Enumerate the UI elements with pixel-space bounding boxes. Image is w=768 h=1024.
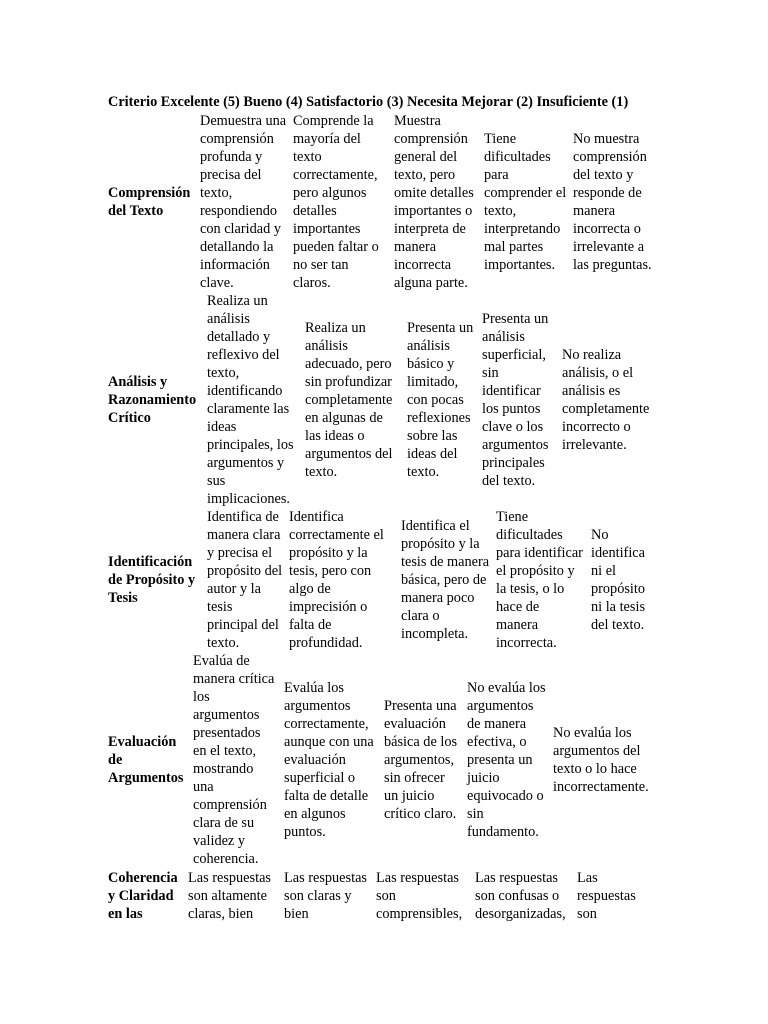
criterion-label [108,508,206,652]
cell-text-line: análisis [482,329,525,345]
cell-necesita-mejorar [475,869,577,929]
cell-text-line: tesis [207,599,233,615]
cell-text-line: desorganizadas, [475,906,566,922]
cell-satisfactorio [401,508,497,652]
cell-text-line: sin profundizar [305,374,392,390]
cell-text-line: del texto. [482,473,536,489]
cell-text-line: una [193,779,214,795]
cell-bueno [305,292,405,508]
cell-text-line: No muestra [573,131,640,147]
cell-text-line: importantes [293,221,361,237]
cell-text-line: mal partes [484,239,544,255]
cell-text-line: No realiza [562,347,622,363]
cell-text-line: y precisa el [207,545,273,561]
cell-text-line: clave. [200,275,234,291]
cell-text-line: irrelevante a [573,239,645,255]
cell-text-line: para [484,167,509,183]
criterion-label [108,292,206,508]
cell-text-line: principal del [207,617,279,633]
cell-bueno [284,869,376,929]
cell-text-line: tesis de manera [401,554,490,570]
cell-text-line: aunque con una [284,734,374,750]
cell-text-line: ni la tesis [591,599,646,615]
cell-text-line: sus [207,473,226,489]
cell-text-line: Identifica [289,509,344,525]
cell-text-line: argumentos [467,698,534,714]
cell-text-line: adecuado, pero [305,356,392,372]
cell-text-line: Evalúa los [284,680,344,696]
cell-text-line: información [200,257,270,273]
cell-text-line: en el texto, [193,743,257,759]
cell-text-line: son [577,906,597,922]
cell-text-line: Presenta una [384,698,457,714]
cell-text-line: Muestra [394,113,441,129]
cell-text-line: el propósito y [496,563,575,579]
cell-text-line: análisis es [562,383,621,399]
cell-text-line: texto, [200,185,233,201]
cell-text-line: respondiendo [200,203,278,219]
cell-insuficiente [591,508,657,652]
cell-text-line: son claras y [284,888,352,904]
cell-text-line: Las respuestas [284,870,367,886]
cell-text-line: profunda y [200,149,263,165]
cell-text-line: incorrecta o [573,221,641,237]
cell-text-line: superficial o [284,770,356,786]
cell-text-line: mostrando [193,761,254,777]
cell-text-line: análisis [305,338,348,354]
cell-text-line: importantes. [484,257,556,273]
criterion-label [108,652,192,868]
cell-text-line: correctamente, [293,167,378,183]
cell-text-line: ideas [207,419,237,435]
cell-text-line: tesis, pero con [289,563,372,579]
cell-text-line: Presenta un [482,311,549,327]
cell-text-line: imprecisión o [289,599,368,615]
cell-text-line: identificar [482,383,541,399]
cell-text-line: argumentos y [207,455,285,471]
cell-text-line: no ser tan [293,257,349,273]
cell-text-line: de manera [467,716,527,732]
cell-text-line: del texto y [573,167,634,183]
cell-text-line: irrelevante. [562,437,627,453]
cell-text-line: argumentos del [305,446,393,462]
cell-text-line: con claridad y [200,221,281,237]
cell-text-line: texto, [484,203,517,219]
cell-text-line: general del [394,149,458,165]
cell-text-line: Tiene [484,131,517,147]
cell-bueno [293,112,391,292]
cell-text-line: Tesis [108,590,138,606]
cell-satisfactorio [376,869,474,929]
cell-text-line: dificultades [484,149,551,165]
cell-necesita-mejorar [467,652,553,868]
cell-text-line: del texto. [591,617,645,633]
cell-necesita-mejorar [484,112,572,292]
cell-text-line: Argumentos [108,770,184,786]
cell-text-line: propósito del [207,563,283,579]
cell-text-line: comprensión [394,131,468,147]
cell-text-line: alguna parte. [394,275,468,291]
cell-text-line: sin [482,365,499,381]
cell-text-line: argumentos [193,707,260,723]
cell-text-line: son [376,888,396,904]
cell-text-line: implicaciones. [207,491,290,507]
cell-text-line: completamente [562,401,650,417]
cell-text-line: Crítico [108,410,151,426]
cell-text-line: texto. [407,464,440,480]
cell-text-line: comprensión [193,797,267,813]
cell-text-line: puntos. [284,824,326,840]
cell-text-line: responde de [573,185,642,201]
table-row [0,508,768,652]
cell-text-line: interpretando [484,221,561,237]
cell-text-line: incorrecto o [562,419,631,435]
cell-text-line: Comprende la [293,113,374,129]
cell-text-line: sin ofrecer [384,770,445,786]
criterion-label [108,869,188,929]
cell-text-line: validez y [193,833,246,849]
cell-text-line: básica de los [384,734,458,750]
cell-text-line: Tiene [496,509,529,525]
cell-text-line: texto, [207,365,240,381]
cell-text-line: manera [496,617,539,633]
cell-text-line: Demuestra una [200,113,287,129]
cell-text-line: manera clara [207,527,281,543]
cell-text-line: equivocado o [467,788,544,804]
cell-text-line: manera [573,203,616,219]
cell-text-line: para identificar [496,545,583,561]
table-row [0,112,768,292]
table-row [0,292,768,508]
cell-text-line: propósito y la [289,545,368,561]
cell-text-line: incorrecta [394,257,452,273]
cell-text-line: clara de su [193,815,255,831]
cell-text-line: del Texto [108,203,164,219]
cell-insuficiente [562,292,662,508]
cell-text-line: ni el [591,563,617,579]
cell-text-line: la tesis, o lo [496,581,565,597]
cell-text-line: análisis, o el [562,365,634,381]
cell-text-line: básico y [407,356,455,372]
cell-insuficiente [553,652,665,868]
cell-text-line: reflexivo del [207,347,280,363]
cell-text-line: son confusas o [475,888,560,904]
cell-text-line: principales, los [207,437,294,453]
cell-text-line: pero algunos [293,185,367,201]
cell-text-line: manera crítica [193,671,275,687]
cell-excelente [188,869,282,929]
table-header: Criterio Excelente (5) Bueno (4) Satisfactorio (3) Necesita Mejorar (2) Insuficiente (1) [108,94,629,110]
cell-text-line: argumentos [284,698,351,714]
cell-text-line: en algunos [284,806,346,822]
cell-text-line: Las respuestas [475,870,558,886]
cell-text-line: detalles [293,203,337,219]
cell-text-line: incorrecta. [496,635,557,651]
cell-text-line: presenta un [467,752,533,768]
cell-text-line: falta de [289,617,332,633]
cell-excelente [207,508,289,652]
cell-text-line: comprensión [200,131,274,147]
cell-text-line: falta de detalle [284,788,369,804]
cell-insuficiente [573,112,668,292]
cell-text-line: comprensibles, [376,906,463,922]
cell-necesita-mejorar [482,292,562,508]
cell-text-line: superficial, [482,347,546,363]
cell-text-line: omite detalles [394,185,474,201]
cell-text-line: reflexiones [407,410,471,426]
table-row [0,652,768,868]
cell-text-line: precisa del [200,167,262,183]
cell-text-line: manera poco [401,590,475,606]
cell-text-line: las ideas o [305,428,365,444]
criterion-label [108,112,198,292]
cell-text-line: básica, pero de [401,572,487,588]
cell-bueno [284,652,382,868]
cell-text-line: en algunas de [305,410,383,426]
cell-text-line: Coherencia [108,870,178,886]
cell-text-line: correctamente, [284,716,369,732]
cell-text-line: efectiva, o [467,734,527,750]
cell-text-line: las preguntas. [573,257,652,273]
cell-text-line: claros. [293,275,331,291]
cell-text-line: los puntos [482,401,541,417]
cell-text-line: mayoría del [293,131,361,147]
cell-text-line: de [108,752,123,768]
cell-text-line: fundamento. [467,824,539,840]
cell-necesita-mejorar [496,508,592,652]
cell-text-line: sobre las [407,428,458,444]
cell-text-line: identificando [207,383,283,399]
cell-text-line: son altamente [188,888,268,904]
cell-text-line: coherencia. [193,851,259,867]
cell-text-line: clave o los [482,419,544,435]
cell-text-line: texto [293,149,322,165]
cell-text-line: Evalúa de [193,653,250,669]
cell-text-line: evaluación [384,716,446,732]
cell-text-line: crítico claro. [384,806,457,822]
cell-satisfactorio [407,292,483,508]
cell-text-line: incorrectamente. [553,779,649,795]
cell-text-line: texto, pero [394,167,456,183]
cell-bueno [289,508,397,652]
cell-excelente [193,652,283,868]
cell-text-line: detallado y [207,329,271,345]
cell-insuficiente [577,869,647,929]
cell-excelente [200,112,292,292]
cell-satisfactorio [384,652,468,868]
cell-text-line: un juicio [384,788,435,804]
cell-text-line: Presenta un [407,320,474,336]
cell-text-line: texto. [305,464,338,480]
cell-text-line: y Claridad [108,888,174,904]
cell-text-line: algo de [289,581,331,597]
cell-text-line: propósito [591,581,646,597]
cell-text-line: Las respuestas [188,870,271,886]
cell-text-line: Realiza un [207,293,268,309]
cell-text-line: bien [284,906,309,922]
cell-text-line: con pocas [407,392,464,408]
cell-text-line: limitado, [407,374,459,390]
cell-text-line: de Propósito y [108,572,196,588]
cell-text-line: argumentos del [553,743,641,759]
cell-text-line: argumentos [482,437,549,453]
cell-text-line: hace de [496,599,540,615]
table-row [0,869,768,929]
cell-text-line: claras, bien [188,906,254,922]
cell-text-line: Análisis y [108,374,168,390]
cell-text-line: detallando la [200,239,274,255]
cell-text-line: Realiza un [305,320,366,336]
cell-text-line: los [193,689,210,705]
cell-text-line: manera [394,239,437,255]
cell-text-line: propósito y la [401,536,480,552]
cell-text-line: Identificación [108,554,193,570]
cell-text-line: presentados [193,725,261,741]
cell-text-line: incompleta. [401,626,469,642]
cell-text-line: autor y la [207,581,261,597]
cell-text-line: Las [577,870,598,886]
cell-text-line: dificultades [496,527,563,543]
cell-text-line: profundidad. [289,635,363,651]
cell-satisfactorio [394,112,484,292]
cell-text-line: No evalúa los [553,725,632,741]
cell-text-line: comprensión [573,149,647,165]
cell-text-line: No evalúa los [467,680,546,696]
cell-excelente [207,292,303,508]
cell-text-line: análisis [407,338,450,354]
cell-text-line: análisis [207,311,250,327]
cell-text-line: Razonamiento [108,392,197,408]
cell-text-line: interpreta de [394,221,466,237]
cell-text-line: identifica [591,545,645,561]
cell-text-line: Identifica el [401,518,470,534]
cell-text-line: respuestas [577,888,636,904]
cell-text-line: Comprensión [108,185,191,201]
cell-text-line: evaluación [284,752,346,768]
cell-text-line: principales [482,455,545,471]
cell-text-line: claramente las [207,401,290,417]
cell-text-line: importantes o [394,203,473,219]
cell-text-line: argumentos, [384,752,455,768]
cell-text-line: texto. [207,635,240,651]
cell-text-line: clara o [401,608,440,624]
cell-text-line: ideas del [407,446,458,462]
cell-text-line: comprender el [484,185,567,201]
cell-text-line: Las respuestas [376,870,459,886]
cell-text-line: completamente [305,392,393,408]
cell-text-line: texto o lo hace [553,761,637,777]
cell-text-line: No [591,527,609,543]
cell-text-line: correctamente el [289,527,384,543]
cell-text-line: Identifica de [207,509,279,525]
cell-text-line: juicio [467,770,500,786]
cell-text-line: Evaluación [108,734,177,750]
cell-text-line: en las [108,906,143,922]
cell-text-line: sin [467,806,484,822]
cell-text-line: pueden faltar o [293,239,379,255]
